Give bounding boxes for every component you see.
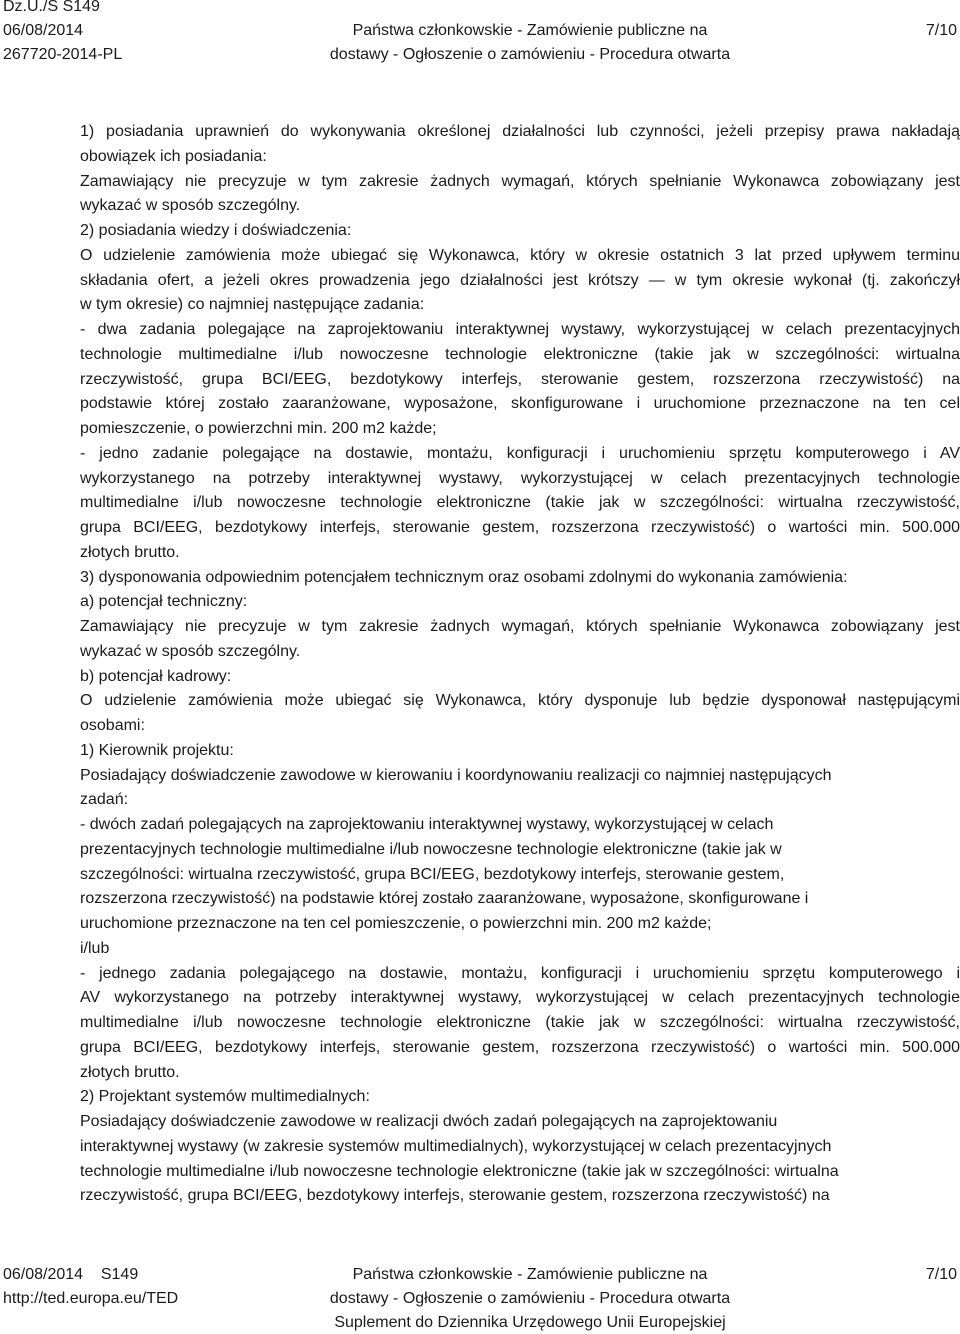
body-line: O udzielenie zamówienia może ubiegać się Wykonawca, który w okresie ostatnich 3 lat przed upływem terminu bbox=[80, 246, 960, 264]
footer-date-issue: 06/08/2014 S149 bbox=[3, 1266, 139, 1283]
body-line: multimedialne i/lub nowoczesne technologie elektroniczne (takie jak w szczególności: wirtualna rzeczywistość, bbox=[80, 494, 960, 512]
body-line: O udzielenie zamówienia może ubiegać się Wykonawca, który dysponuje lub będzie dysponował następującymi bbox=[80, 692, 960, 710]
body-line: AV wykorzystanego na potrzeby interaktywnej wystawy, wykorzystującej w celach prezentacyjnych technologie bbox=[80, 989, 960, 1007]
body-line: 2) Projektant systemów multimedialnych: bbox=[80, 1088, 370, 1106]
header-title-line1: Państwa członkowskie - Zamówienie publiczne na bbox=[352, 22, 708, 39]
header-page-number: 7/10 bbox=[925, 22, 957, 39]
body-line: grupa BCI/EEG, bezdotykowy interfejs, sterowanie gestem, rozszerzona rzeczywistość) o wartości min. 500.000 bbox=[80, 519, 960, 536]
body-line: prezentacyjnych technologie multimedialne i/lub nowoczesne technologie elektroniczne (takie jak w bbox=[80, 840, 782, 858]
journal-reference: Dz.U./S S149 bbox=[3, 0, 100, 15]
footer-title-line3: Suplement do Dziennika Urzędowego Unii Europejskiej bbox=[334, 1314, 726, 1331]
body-line: interaktywnej wystawy (w zakresie systemów multimedialnych), wykorzystującej w celach prezentacyjnych bbox=[80, 1137, 832, 1155]
body-line: wykazać w sposób szczególny. bbox=[80, 197, 301, 215]
body-line: - dwa zadania polegające na zaprojektowaniu interaktywnej wystawy, wykorzystującej w celach prezentacyjnych bbox=[80, 321, 960, 338]
body-line: złotych brutto. bbox=[80, 1063, 180, 1081]
body-line: złotych brutto. bbox=[80, 543, 180, 561]
body-line: - dwóch zadań polegających na zaprojektowaniu interaktywnej wystawy, wykorzystującej w celach bbox=[80, 816, 774, 833]
body-line: Zamawiający nie precyzuje w tym zakresie żadnych wymagań, których spełnianie Wykonawca zobowiązany jest bbox=[80, 172, 960, 190]
footer-title-line2: dostawy - Ogłoszenie o zamówieniu - Procedura otwarta bbox=[329, 1290, 731, 1307]
body-line: rzeczywistość, grupa BCI/EEG, bezdotykowy interfejs, sterowanie gestem, rozszerzona rzeczywistość) na bbox=[80, 370, 960, 388]
body-line: osobami: bbox=[80, 717, 145, 734]
body-line: Posiadający doświadczenie zawodowe w kierowaniu i koordynowaniu realizacji co najmniej następujących bbox=[80, 766, 832, 784]
body-line: 1) Kierownik projektu: bbox=[80, 741, 234, 759]
footer-page-number: 7/10 bbox=[925, 1266, 957, 1283]
body-line: Posiadający doświadczenie zawodowe w realizacji dwóch zadań polegających na zaprojektowaniu bbox=[80, 1113, 778, 1130]
document-body bbox=[80, 120, 960, 1209]
body-line: szczególności: wirtualna rzeczywistość, grupa BCI/EEG, bezdotykowy interfejs, sterowanie gestem, bbox=[80, 865, 785, 883]
footer-url: http://ted.europa.eu/TED bbox=[3, 1290, 179, 1307]
body-line: i/lub bbox=[80, 939, 110, 957]
header-document-id: 267720-2014-PL bbox=[3, 46, 123, 63]
body-line: Zamawiający nie precyzuje w tym zakresie żadnych wymagań, których spełnianie Wykonawca zobowiązany jest bbox=[80, 618, 960, 635]
body-line: b) potencjał kadrowy: bbox=[80, 667, 232, 685]
body-line: a) potencjał techniczny: bbox=[80, 593, 248, 611]
body-line: wykorzystanego na potrzeby interaktywnej wystawy, wykorzystującej w celach prezentacyjnych technologie bbox=[80, 469, 960, 487]
header-title-line2: dostawy - Ogłoszenie o zamówieniu - Procedura otwarta bbox=[329, 46, 731, 63]
header-date: 06/08/2014 bbox=[3, 22, 84, 39]
body-line: technologie multimedialne i/lub nowoczesne technologie elektroniczne (takie jak w szczególności: wirtualna bbox=[80, 345, 960, 363]
body-line: uruchomione przeznaczone na ten cel pomieszczenie, o powierzchni min. 200 m2 każde; bbox=[80, 915, 712, 932]
footer-title-line1: Państwa członkowskie - Zamówienie publiczne na bbox=[352, 1266, 708, 1283]
body-line: grupa BCI/EEG, bezdotykowy interfejs, sterowanie gestem, rozszerzona rzeczywistość) o wartości min. 500.000 bbox=[80, 1038, 960, 1056]
body-line: multimedialne i/lub nowoczesne technologie elektroniczne (takie jak w szczególności: wirtualna rzeczywistość, bbox=[80, 1014, 960, 1031]
body-line: składania ofert, a jeżeli okres prowadzenia jego działalności jest krótszy — w tym okresie wykonał (tj. zakończył bbox=[80, 271, 960, 289]
body-line: podstawie której zostało zaaranżowane, wyposażone, skonfigurowane i uruchomione przeznaczone na ten cel bbox=[80, 395, 960, 413]
body-line: technologie multimedialne i/lub nowoczesne technologie elektroniczne (takie jak w szczególności: wirtualna bbox=[80, 1162, 839, 1180]
body-line: - jedno zadanie polegające na dostawie, montażu, konfiguracji i uruchomieniu sprzętu komputerowego i AV bbox=[80, 444, 960, 462]
body-line: w tym okresie) co najmniej następujące zadania: bbox=[80, 296, 425, 314]
body-line: zadań: bbox=[80, 791, 129, 809]
body-line: - jednego zadania polegającego na dostawie, montażu, konfiguracji i uruchomieniu sprzętu komputerowego i bbox=[80, 964, 960, 982]
body-line: obowiązek ich posiadania: bbox=[80, 147, 267, 165]
body-line: rozszerzona rzeczywistość) na podstawie której zostało zaaranżowane, wyposażone, skonfigurowane i bbox=[80, 890, 809, 908]
body-line: 1) posiadania uprawnień do wykonywania określonej działalności lub czynności, jeżeli przepisy prawa nakładają bbox=[80, 123, 960, 140]
body-line: rzeczywistość, grupa BCI/EEG, bezdotykowy interfejs, sterowanie gestem, rozszerzona rzeczywistość) na bbox=[80, 1187, 830, 1205]
body-line: wykazać w sposób szczególny. bbox=[80, 642, 301, 660]
body-line: pomieszczenie, o powierzchni min. 200 m2 każde; bbox=[80, 420, 437, 437]
body-line: 3) dysponowania odpowiednim potencjałem technicznym oraz osobami zdolnymi do wykonania zamówienia: bbox=[80, 568, 848, 586]
body-line: 2) posiadania wiedzy i doświadczenia: bbox=[80, 222, 352, 239]
